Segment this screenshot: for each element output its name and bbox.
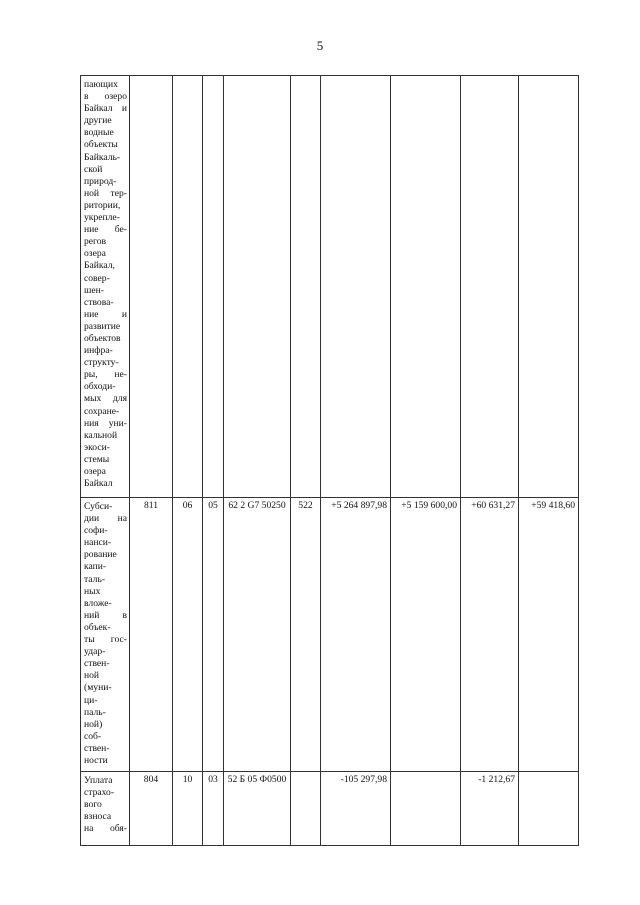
description-line: объектов xyxy=(84,332,121,344)
amount-cell: -1 212,67 xyxy=(461,772,519,846)
amount-cell xyxy=(519,76,579,498)
amount-cell xyxy=(391,772,461,846)
amount-cell xyxy=(391,76,461,498)
description-line: ствова- xyxy=(84,296,114,308)
description-line: ние и xyxy=(84,308,127,320)
ministry-code-cell: 804 xyxy=(130,772,173,846)
amount-cell xyxy=(519,772,579,846)
description-line: другие xyxy=(84,115,112,127)
description-line: стемы xyxy=(84,453,110,465)
description-line: ности xyxy=(84,754,108,766)
description-line: ты гос- xyxy=(84,634,127,646)
section-code-cell: 06 xyxy=(173,498,203,772)
description-line: укрепле- xyxy=(84,212,120,224)
description-line: природ- xyxy=(84,175,117,187)
description-line: Байкал xyxy=(84,478,113,490)
target-article-cell: 52 Б 05 Ф0500 xyxy=(224,772,291,846)
description-line: ных xyxy=(84,585,101,597)
description-line: (муни- xyxy=(84,682,112,694)
description-line: на обя- xyxy=(84,823,127,835)
description-line: Байкаль- xyxy=(84,151,121,163)
description-line: ние бе- xyxy=(84,224,127,236)
description-line: мых для xyxy=(84,393,127,405)
description-line: Субси- xyxy=(84,501,113,512)
description-line: Байкал, xyxy=(84,260,115,272)
description-line: рование xyxy=(84,549,117,561)
description-line: ной xyxy=(84,670,100,682)
description-line: инфра- xyxy=(84,345,113,357)
description-line: развитие xyxy=(84,320,121,332)
description-line: пающих xyxy=(84,79,118,90)
target-article-cell xyxy=(224,76,291,498)
page-number: 5 xyxy=(316,38,324,53)
description-line: ствен- xyxy=(84,742,110,754)
description-line: ритории, xyxy=(84,199,121,211)
description-line: таль- xyxy=(84,573,106,585)
description-line: ской xyxy=(84,163,103,175)
description-line: вложе- xyxy=(84,597,112,609)
section-code-cell: 10 xyxy=(173,772,203,846)
description-line: Байкал и xyxy=(84,103,127,115)
description-line: ний в xyxy=(84,609,127,621)
amount-cell: -105 297,98 xyxy=(321,772,391,846)
amount-cell xyxy=(461,76,519,498)
description-line: сохране- xyxy=(84,405,120,417)
subsection-code-cell: 03 xyxy=(203,772,224,846)
description-line: обходи- xyxy=(84,381,116,393)
budget-table xyxy=(80,75,579,846)
amount-cell xyxy=(321,76,391,498)
description-line: совер- xyxy=(84,272,110,284)
expense-type-cell xyxy=(291,76,321,498)
description-cell xyxy=(81,498,130,772)
description-line: озера xyxy=(84,466,106,477)
ministry-code-cell xyxy=(130,76,173,498)
expense-type-cell xyxy=(291,772,321,846)
subsection-code-cell xyxy=(203,76,224,498)
description-line: капи- xyxy=(84,561,107,573)
amount-cell: +5 159 600,00 xyxy=(391,498,461,772)
amount-cell: +60 631,27 xyxy=(461,498,519,772)
ministry-code-cell: 811 xyxy=(130,498,173,772)
description-line: софи- xyxy=(84,525,108,537)
description-line: водные xyxy=(84,127,114,139)
description-line: ры, не- xyxy=(84,369,127,381)
description-line: удар- xyxy=(84,646,106,658)
description-line: озера xyxy=(84,248,106,260)
description-line: ной) xyxy=(84,718,103,730)
description-line: ной тер- xyxy=(84,187,127,199)
description-line: ния уни- xyxy=(84,417,127,429)
description-line: в озеро xyxy=(84,91,127,103)
expense-type-cell: 522 xyxy=(291,498,321,772)
section-code-cell xyxy=(173,76,203,498)
description-line: шен- xyxy=(84,284,104,296)
description-line: вого xyxy=(84,799,102,811)
amount-cell: +59 418,60 xyxy=(519,498,579,772)
description-line: кальной xyxy=(84,429,118,441)
description-line: регов xyxy=(84,236,107,248)
description-line: ствен- xyxy=(84,658,110,670)
description-line: соб- xyxy=(84,730,102,742)
description-line: страхо- xyxy=(84,787,115,799)
target-article-cell: 62 2 G7 50250 xyxy=(224,498,291,772)
description-line: Уплата xyxy=(84,775,113,786)
description-cell xyxy=(81,76,130,498)
description-line: взноса xyxy=(84,811,112,823)
description-line: объек- xyxy=(84,621,111,633)
amount-cell: +5 264 897,98 xyxy=(321,498,391,772)
description-line: структу- xyxy=(84,357,119,369)
table-row xyxy=(81,772,579,846)
description-line: объекты xyxy=(84,139,118,151)
table-row xyxy=(81,76,579,498)
description-cell xyxy=(81,772,130,846)
description-line: ци- xyxy=(84,694,98,706)
subsection-code-cell: 05 xyxy=(203,498,224,772)
description-line: паль- xyxy=(84,706,106,718)
description-line: дии на xyxy=(84,513,127,525)
description-line: нанси- xyxy=(84,537,112,549)
table-row xyxy=(81,498,579,772)
description-line: экоси- xyxy=(84,441,110,453)
